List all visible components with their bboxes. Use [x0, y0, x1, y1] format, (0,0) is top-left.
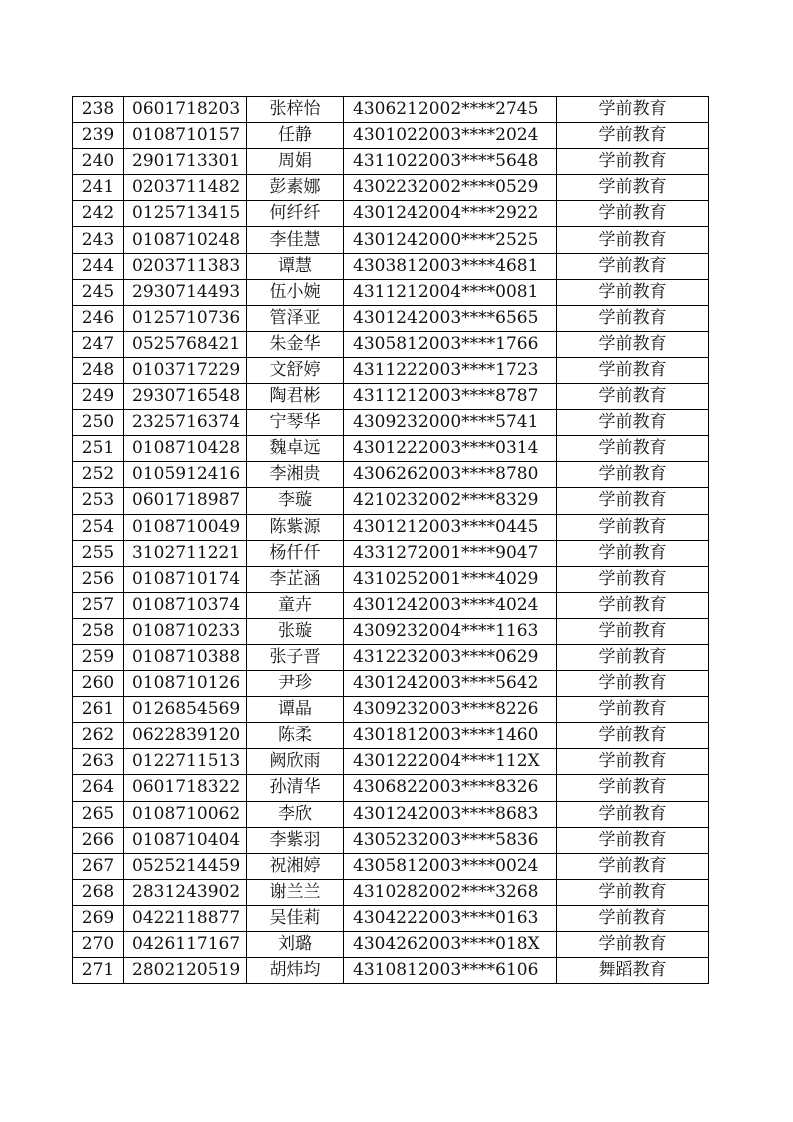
- student-name-cell: 陶君彬: [247, 384, 344, 410]
- major-cell: 学前教育: [557, 618, 709, 644]
- id-card-number-cell: 4310282002****3268: [344, 879, 557, 905]
- row-number-cell: 239: [73, 123, 124, 149]
- student-id-cell: 0108710374: [124, 592, 247, 618]
- row-number-cell: 250: [73, 410, 124, 436]
- major-cell: 学前教育: [557, 932, 709, 958]
- table-row: [73, 827, 709, 853]
- major-cell: 学前教育: [557, 801, 709, 827]
- student-id-cell: 0622839120: [124, 723, 247, 749]
- student-id-cell: 0122711513: [124, 749, 247, 775]
- row-number-cell: 268: [73, 879, 124, 905]
- major-cell: 学前教育: [557, 879, 709, 905]
- major-cell: 学前教育: [557, 227, 709, 253]
- major-cell: 学前教育: [557, 149, 709, 175]
- student-name-cell: 魏卓远: [247, 436, 344, 462]
- id-card-number-cell: 4309232003****8226: [344, 697, 557, 723]
- major-cell: 学前教育: [557, 305, 709, 331]
- id-card-number-cell: 4301242003****5642: [344, 671, 557, 697]
- student-name-cell: 管泽亚: [247, 305, 344, 331]
- row-number-cell: 263: [73, 749, 124, 775]
- student-name-cell: 张梓怡: [247, 97, 344, 123]
- major-cell: 学前教育: [557, 253, 709, 279]
- id-card-number-cell: 4309232000****5741: [344, 410, 557, 436]
- id-card-number-cell: 4302232002****0529: [344, 175, 557, 201]
- student-name-cell: 李欣: [247, 801, 344, 827]
- major-cell: 学前教育: [557, 749, 709, 775]
- id-card-number-cell: 4306262003****8780: [344, 462, 557, 488]
- student-id-cell: 0525214459: [124, 853, 247, 879]
- major-cell: 学前教育: [557, 697, 709, 723]
- row-number-cell: 264: [73, 775, 124, 801]
- major-cell: 学前教育: [557, 644, 709, 670]
- id-card-number-cell: 4311212004****0081: [344, 279, 557, 305]
- student-id-cell: 0108710126: [124, 671, 247, 697]
- row-number-cell: 242: [73, 201, 124, 227]
- student-name-cell: 李湘贵: [247, 462, 344, 488]
- student-id-cell: 0108710428: [124, 436, 247, 462]
- student-name-cell: 阙欣雨: [247, 749, 344, 775]
- id-card-number-cell: 4306822003****8326: [344, 775, 557, 801]
- roster-table: [72, 96, 709, 984]
- table-row: [73, 410, 709, 436]
- student-name-cell: 陈柔: [247, 723, 344, 749]
- major-cell: 学前教育: [557, 357, 709, 383]
- student-id-cell: 0125713415: [124, 201, 247, 227]
- id-card-number-cell: 4301242000****2525: [344, 227, 557, 253]
- student-name-cell: 张子晋: [247, 644, 344, 670]
- table-row: [73, 514, 709, 540]
- table-row: [73, 279, 709, 305]
- table-row: [73, 618, 709, 644]
- row-number-cell: 244: [73, 253, 124, 279]
- student-name-cell: 童卉: [247, 592, 344, 618]
- row-number-cell: 257: [73, 592, 124, 618]
- row-number-cell: 262: [73, 723, 124, 749]
- student-id-cell: 0108710248: [124, 227, 247, 253]
- id-card-number-cell: 4303812003****4681: [344, 253, 557, 279]
- student-id-cell: 0103717229: [124, 357, 247, 383]
- row-number-cell: 238: [73, 97, 124, 123]
- student-id-cell: 0105912416: [124, 462, 247, 488]
- student-id-cell: 0125710736: [124, 305, 247, 331]
- table-row: [73, 932, 709, 958]
- major-cell: 学前教育: [557, 723, 709, 749]
- student-name-cell: 尹珍: [247, 671, 344, 697]
- table-row: [73, 175, 709, 201]
- student-name-cell: 何纤纤: [247, 201, 344, 227]
- table-row: [73, 671, 709, 697]
- row-number-cell: 246: [73, 305, 124, 331]
- student-id-cell: 2901713301: [124, 149, 247, 175]
- student-name-cell: 张璇: [247, 618, 344, 644]
- id-card-number-cell: 4304222003****0163: [344, 905, 557, 931]
- major-cell: 学前教育: [557, 671, 709, 697]
- table-row: [73, 357, 709, 383]
- student-id-cell: 0601718322: [124, 775, 247, 801]
- row-number-cell: 259: [73, 644, 124, 670]
- student-id-cell: 2930714493: [124, 279, 247, 305]
- student-id-cell: 0525768421: [124, 331, 247, 357]
- table-row: [73, 958, 709, 984]
- major-cell: 学前教育: [557, 384, 709, 410]
- table-row: [73, 305, 709, 331]
- student-id-cell: 0108710233: [124, 618, 247, 644]
- row-number-cell: 248: [73, 357, 124, 383]
- id-card-number-cell: 4306212002****2745: [344, 97, 557, 123]
- row-number-cell: 245: [73, 279, 124, 305]
- table-row: [73, 775, 709, 801]
- major-cell: 学前教育: [557, 279, 709, 305]
- student-name-cell: 宁琴华: [247, 410, 344, 436]
- table-row: [73, 723, 709, 749]
- student-id-cell: 2325716374: [124, 410, 247, 436]
- table-row: [73, 905, 709, 931]
- id-card-number-cell: 4311022003****5648: [344, 149, 557, 175]
- student-id-cell: 0203711383: [124, 253, 247, 279]
- student-id-cell: 3102711221: [124, 540, 247, 566]
- table-row: [73, 879, 709, 905]
- id-card-number-cell: 4310812003****6106: [344, 958, 557, 984]
- id-card-number-cell: 4310252001****4029: [344, 566, 557, 592]
- row-number-cell: 253: [73, 488, 124, 514]
- table-row: [73, 227, 709, 253]
- row-number-cell: 270: [73, 932, 124, 958]
- student-id-cell: 0108710157: [124, 123, 247, 149]
- student-id-cell: 0108710049: [124, 514, 247, 540]
- table-row: [73, 592, 709, 618]
- student-id-cell: 0126854569: [124, 697, 247, 723]
- table-row: [73, 644, 709, 670]
- id-card-number-cell: 4301242003****4024: [344, 592, 557, 618]
- id-card-number-cell: 4301222003****0314: [344, 436, 557, 462]
- student-id-cell: 2802120519: [124, 958, 247, 984]
- row-number-cell: 254: [73, 514, 124, 540]
- id-card-number-cell: 4311212003****8787: [344, 384, 557, 410]
- table-row: [73, 749, 709, 775]
- table-row: [73, 384, 709, 410]
- id-card-number-cell: 4301812003****1460: [344, 723, 557, 749]
- id-card-number-cell: 4301242003****8683: [344, 801, 557, 827]
- table-row: [73, 253, 709, 279]
- row-number-cell: 265: [73, 801, 124, 827]
- row-number-cell: 243: [73, 227, 124, 253]
- student-name-cell: 谭晶: [247, 697, 344, 723]
- student-id-cell: 0203711482: [124, 175, 247, 201]
- id-card-number-cell: 4301212003****0445: [344, 514, 557, 540]
- row-number-cell: 271: [73, 958, 124, 984]
- id-card-number-cell: 4301022003****2024: [344, 123, 557, 149]
- major-cell: 学前教育: [557, 905, 709, 931]
- table-row: [73, 488, 709, 514]
- student-name-cell: 文舒婷: [247, 357, 344, 383]
- row-number-cell: 247: [73, 331, 124, 357]
- id-card-number-cell: 4301242003****6565: [344, 305, 557, 331]
- student-id-cell: 0108710388: [124, 644, 247, 670]
- table-row: [73, 436, 709, 462]
- row-number-cell: 252: [73, 462, 124, 488]
- table-row: [73, 540, 709, 566]
- table-row: [73, 331, 709, 357]
- student-name-cell: 周娟: [247, 149, 344, 175]
- row-number-cell: 258: [73, 618, 124, 644]
- major-cell: 学前教育: [557, 410, 709, 436]
- student-name-cell: 胡炜均: [247, 958, 344, 984]
- student-name-cell: 李璇: [247, 488, 344, 514]
- table-row: [73, 97, 709, 123]
- student-name-cell: 谭慧: [247, 253, 344, 279]
- row-number-cell: 249: [73, 384, 124, 410]
- student-id-cell: 0108710174: [124, 566, 247, 592]
- row-number-cell: 251: [73, 436, 124, 462]
- student-name-cell: 吴佳莉: [247, 905, 344, 931]
- major-cell: 学前教育: [557, 592, 709, 618]
- id-card-number-cell: 4304262003****018X: [344, 932, 557, 958]
- major-cell: 学前教育: [557, 853, 709, 879]
- major-cell: 学前教育: [557, 566, 709, 592]
- id-card-number-cell: 4301222004****112X: [344, 749, 557, 775]
- student-id-cell: 0422118877: [124, 905, 247, 931]
- id-card-number-cell: 4305812003****0024: [344, 853, 557, 879]
- student-name-cell: 李芷涵: [247, 566, 344, 592]
- major-cell: 学前教育: [557, 201, 709, 227]
- student-id-cell: 0108710062: [124, 801, 247, 827]
- student-name-cell: 谢兰兰: [247, 879, 344, 905]
- id-card-number-cell: 4331272001****9047: [344, 540, 557, 566]
- row-number-cell: 260: [73, 671, 124, 697]
- student-name-cell: 陈紫源: [247, 514, 344, 540]
- id-card-number-cell: 4301242004****2922: [344, 201, 557, 227]
- student-name-cell: 杨仟仟: [247, 540, 344, 566]
- student-id-cell: 0601718987: [124, 488, 247, 514]
- student-name-cell: 祝湘婷: [247, 853, 344, 879]
- row-number-cell: 240: [73, 149, 124, 175]
- table-row: [73, 462, 709, 488]
- major-cell: 学前教育: [557, 436, 709, 462]
- major-cell: 舞蹈教育: [557, 958, 709, 984]
- table-row: [73, 201, 709, 227]
- table-row: [73, 853, 709, 879]
- table-row: [73, 566, 709, 592]
- student-name-cell: 李紫羽: [247, 827, 344, 853]
- student-name-cell: 刘璐: [247, 932, 344, 958]
- id-card-number-cell: 4305232003****5836: [344, 827, 557, 853]
- major-cell: 学前教育: [557, 175, 709, 201]
- student-id-cell: 2831243902: [124, 879, 247, 905]
- row-number-cell: 269: [73, 905, 124, 931]
- row-number-cell: 267: [73, 853, 124, 879]
- row-number-cell: 241: [73, 175, 124, 201]
- row-number-cell: 255: [73, 540, 124, 566]
- major-cell: 学前教育: [557, 462, 709, 488]
- roster-body: [73, 97, 709, 984]
- student-id-cell: 0426117167: [124, 932, 247, 958]
- student-name-cell: 伍小婉: [247, 279, 344, 305]
- major-cell: 学前教育: [557, 540, 709, 566]
- table-row: [73, 801, 709, 827]
- major-cell: 学前教育: [557, 331, 709, 357]
- table-row: [73, 123, 709, 149]
- id-card-number-cell: 4312232003****0629: [344, 644, 557, 670]
- table-row: [73, 149, 709, 175]
- id-card-number-cell: 4210232002****8329: [344, 488, 557, 514]
- id-card-number-cell: 4311222003****1723: [344, 357, 557, 383]
- student-name-cell: 朱金华: [247, 331, 344, 357]
- major-cell: 学前教育: [557, 488, 709, 514]
- row-number-cell: 266: [73, 827, 124, 853]
- major-cell: 学前教育: [557, 827, 709, 853]
- id-card-number-cell: 4305812003****1766: [344, 331, 557, 357]
- student-name-cell: 孙清华: [247, 775, 344, 801]
- table-row: [73, 697, 709, 723]
- major-cell: 学前教育: [557, 775, 709, 801]
- student-id-cell: 2930716548: [124, 384, 247, 410]
- row-number-cell: 256: [73, 566, 124, 592]
- student-id-cell: 0601718203: [124, 97, 247, 123]
- student-name-cell: 任静: [247, 123, 344, 149]
- major-cell: 学前教育: [557, 514, 709, 540]
- student-id-cell: 0108710404: [124, 827, 247, 853]
- id-card-number-cell: 4309232004****1163: [344, 618, 557, 644]
- major-cell: 学前教育: [557, 97, 709, 123]
- row-number-cell: 261: [73, 697, 124, 723]
- major-cell: 学前教育: [557, 123, 709, 149]
- student-name-cell: 李佳慧: [247, 227, 344, 253]
- student-name-cell: 彭素娜: [247, 175, 344, 201]
